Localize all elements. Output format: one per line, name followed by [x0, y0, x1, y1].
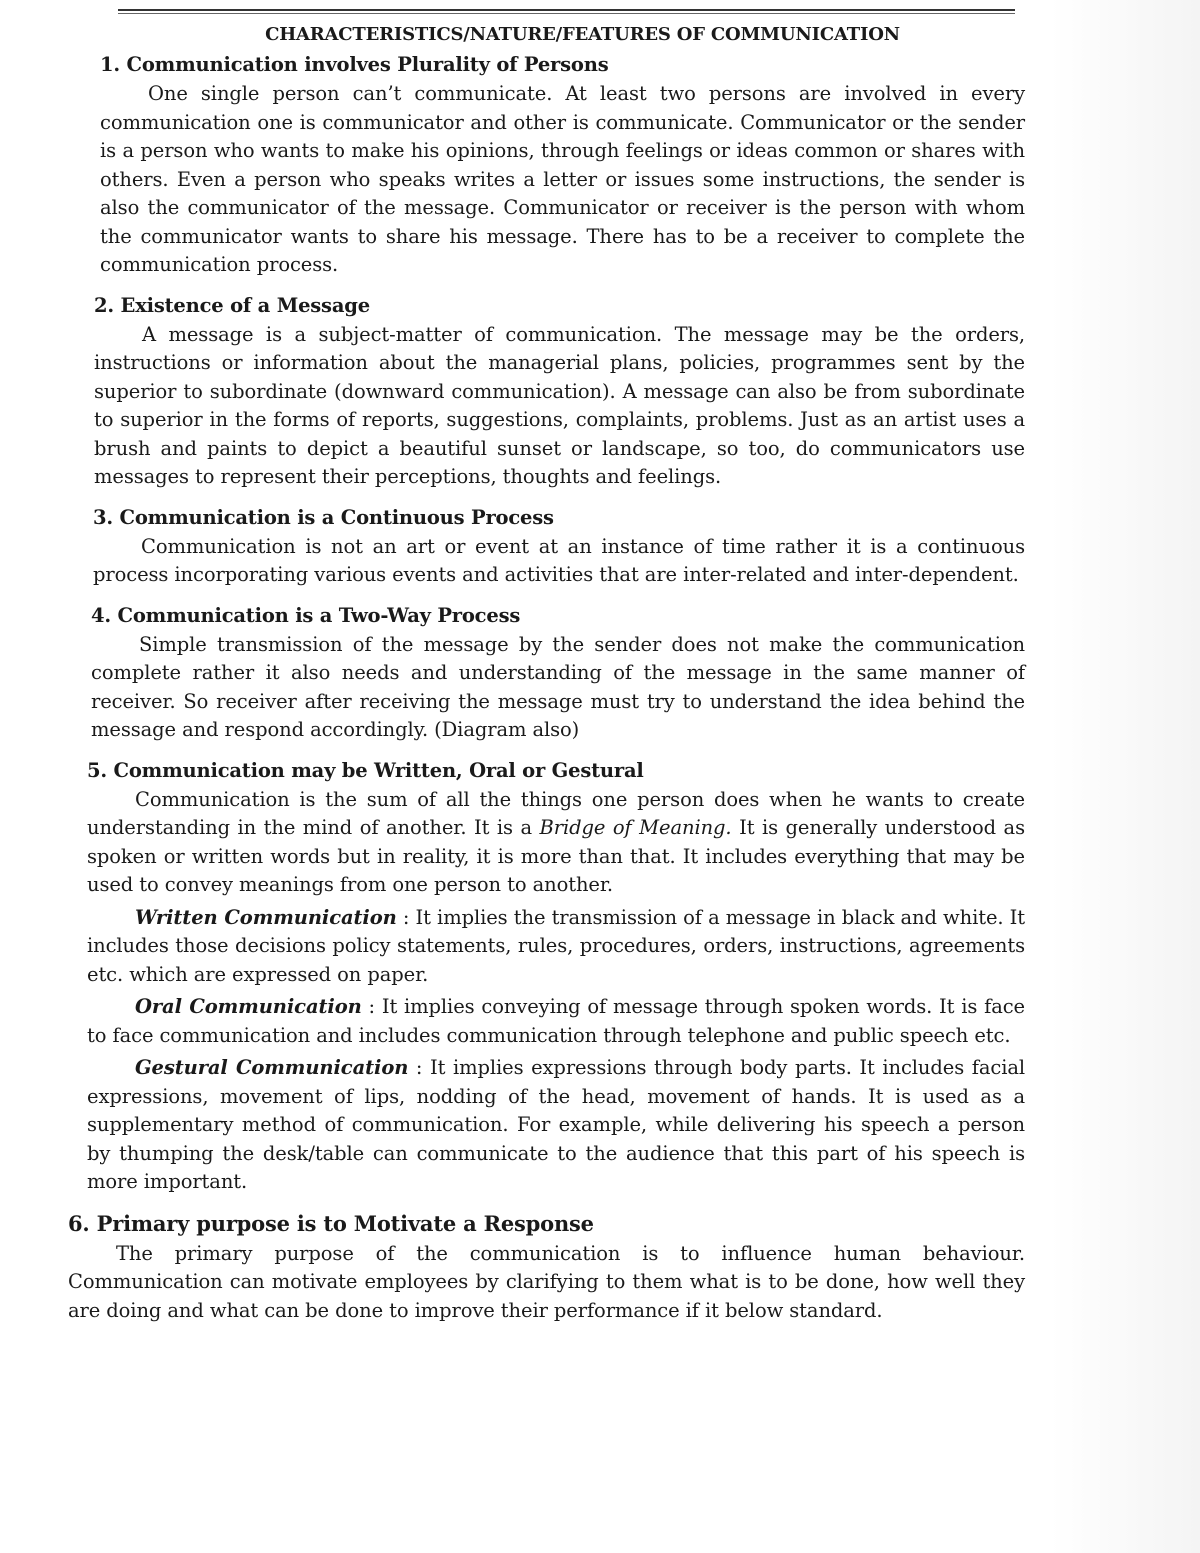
section-heading: 5. Communication may be Written, Oral or Gestural — [87, 758, 644, 782]
section-motivate-response — [68, 1211, 1025, 1326]
page-title: CHARACTERISTICS/NATURE/FEATURES OF COMMUNICATION — [265, 24, 900, 45]
oral-communication-paragraph — [87, 993, 1025, 1050]
section-paragraph: One single person can’t communicate. At least two persons are involved in every communication one is communicator and other is communicate. Communicator or the sender is a person who wants to make his opinions, through feelings or ideas common or shares with others. Even a person who speaks writes a letter or issues some instructions, the sender is also the communicator of the message. Communicator or receiver is the person with whom the communicator wants to share his message. There has to be a receiver to complete the communication process. — [100, 82, 1025, 276]
section-paragraph: Simple transmission of the message by the sender does not make the communication complete rather it also needs and understanding of the message in the same manner of receiver. So receiver after receiving the message must try to understand the idea behind the message and respond accordingly. (Diagram also) — [91, 632, 1025, 741]
section-written-oral-gestural — [87, 759, 1025, 1197]
paragraph-text: Communication is the sum of all the things one person does when he wants to create understanding in the mind of another. It is a — [87, 787, 1025, 839]
gestural-communication-paragraph — [87, 1054, 1025, 1197]
top-rule-secondary — [118, 13, 1015, 14]
term-label: Gestural Communication — [135, 1056, 409, 1079]
section-heading: 1. Communication involves Plurality of Persons — [100, 53, 609, 76]
section-paragraph: A message is a subject-matter of communication. The message may be the orders, instructions or information about the managerial plans, policies, programmes sent by the superior to subordinate (downward communication). A message can also be from subordinate to superior in the forms of reports, suggestions, complaints, problems. Just as an artist uses a brush and paints to depict a beautiful sunset or landscape, so too, do communicators use messages to represent their perceptions, thoughts and feelings. — [94, 322, 1025, 488]
section-heading: 6. Primary purpose is to Motivate a Response — [68, 1210, 594, 1236]
top-rule — [118, 9, 1015, 11]
section-two-way-process — [91, 604, 1025, 745]
term-description: : It implies expressions through body parts. It includes facial expressions, movement of lips, nodding of the head, movement of hands. It is used as a supplementary method of communication. For example, while delivering his speech a person by thumping the desk/table can communicate to the audience that this part of his speech is more important. — [87, 1056, 1025, 1193]
document-page — [68, 24, 1025, 1339]
section-heading: 2. Existence of a Message — [94, 293, 370, 317]
term-label: Oral Communication — [135, 995, 362, 1018]
term-description: : It implies the transmission of a message in black and white. It includes those decisions policy statements, rules, procedures, orders, instructions, agreements etc. which are expressed on paper. — [87, 905, 1025, 986]
bridge-of-meaning-emphasis: Bridge of Meaning. — [539, 816, 732, 839]
term-description: : It implies conveying of message through spoken words. It is face to face communication and includes communication through telephone and public speech etc. — [87, 995, 1025, 1047]
section-paragraph — [87, 786, 1025, 900]
section-plurality-of-persons — [100, 53, 1025, 280]
scan-edge-shadow — [1050, 0, 1200, 1553]
section-continuous-process — [93, 506, 1025, 590]
section-paragraph: The primary purpose of the communication is to influence human behaviour. Communication can motivate employees by clarifying to them what is to be done, how well they are doing and what can be done to improve their performance if it below standard. — [68, 1241, 1025, 1322]
paragraph-text: It is generally understood as spoken or written words but in reality, it is more than that. It includes everything that may be used to convey meanings from one person to another. — [87, 816, 1025, 896]
section-heading: 3. Communication is a Continuous Process — [93, 505, 554, 529]
written-communication-paragraph — [87, 904, 1025, 990]
term-label: Written Communication — [135, 905, 397, 929]
section-heading: 4. Communication is a Two-Way Process — [91, 603, 521, 627]
section-paragraph: Communication is not an art or event at an instance of time rather it is a continuous process incorporating various events and activities that are inter-related and inter-dependent. — [93, 534, 1025, 586]
section-existence-of-message — [94, 294, 1025, 492]
